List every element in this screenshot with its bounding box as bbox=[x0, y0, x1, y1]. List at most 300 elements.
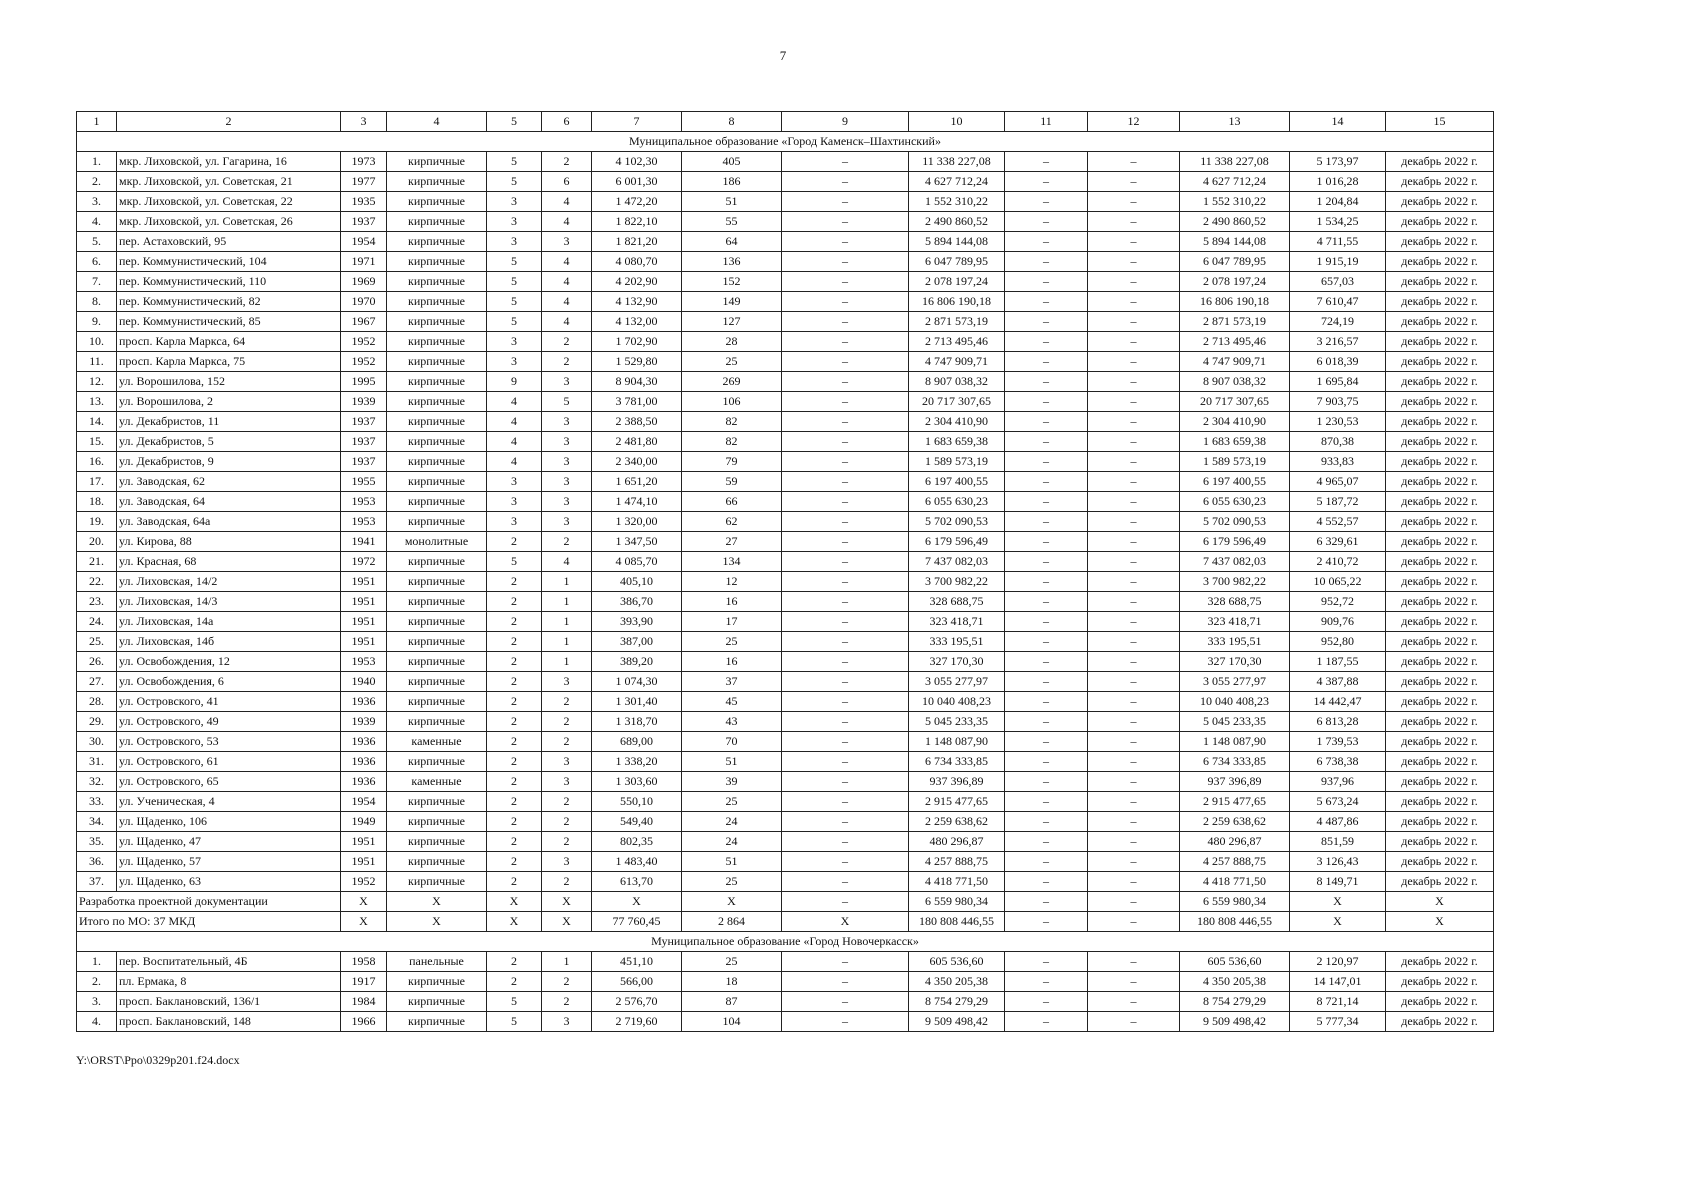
table-cell: – bbox=[1005, 592, 1088, 612]
table-cell: 1 bbox=[542, 592, 592, 612]
table-cell: – bbox=[1005, 912, 1088, 932]
table-cell: 2 bbox=[487, 692, 542, 712]
table-cell: 51 bbox=[682, 192, 782, 212]
table-cell: 937 396,89 bbox=[1180, 772, 1290, 792]
table-row bbox=[77, 832, 1494, 852]
table-cell: декабрь 2022 г. bbox=[1386, 172, 1494, 192]
table-cell: кирпичные bbox=[387, 492, 487, 512]
table-cell: 1 074,30 bbox=[592, 672, 682, 692]
table-cell: 6 197 400,55 bbox=[1180, 472, 1290, 492]
table-cell: 1939 bbox=[341, 712, 387, 732]
table-cell: 5 bbox=[542, 392, 592, 412]
table-cell: – bbox=[1005, 532, 1088, 552]
table-cell: 1 483,40 bbox=[592, 852, 682, 872]
table-cell: 29. bbox=[77, 712, 117, 732]
table-cell: 25 bbox=[682, 952, 782, 972]
table-row bbox=[77, 532, 1494, 552]
table-cell: 25 bbox=[682, 792, 782, 812]
table-cell: 27 bbox=[682, 532, 782, 552]
table-row bbox=[77, 152, 1494, 172]
column-number-cell: 2 bbox=[117, 112, 341, 132]
table-cell: – bbox=[782, 292, 909, 312]
column-number-cell: 8 bbox=[682, 112, 782, 132]
table-cell: 6 738,38 bbox=[1290, 752, 1386, 772]
column-number-cell: 13 bbox=[1180, 112, 1290, 132]
table-cell: 1952 bbox=[341, 352, 387, 372]
table-cell: кирпичные bbox=[387, 452, 487, 472]
table-cell: 2 bbox=[487, 772, 542, 792]
table-cell: 2 bbox=[487, 672, 542, 692]
table-cell: 1951 bbox=[341, 852, 387, 872]
table-cell: – bbox=[1088, 292, 1180, 312]
table-cell: кирпичные bbox=[387, 512, 487, 532]
table-cell: 8 149,71 bbox=[1290, 872, 1386, 892]
table-cell: 4 711,55 bbox=[1290, 232, 1386, 252]
table-cell: 5 673,24 bbox=[1290, 792, 1386, 812]
column-number-cell: 1 bbox=[77, 112, 117, 132]
table-cell: декабрь 2022 г. bbox=[1386, 712, 1494, 732]
column-number-cell: 15 bbox=[1386, 112, 1494, 132]
table-cell: 4 bbox=[542, 192, 592, 212]
column-number-cell: 9 bbox=[782, 112, 909, 132]
table-cell: 11. bbox=[77, 352, 117, 372]
table-cell: 16 806 190,18 bbox=[1180, 292, 1290, 312]
table-cell: 5 045 233,35 bbox=[909, 712, 1005, 732]
address-cell: ул. Лиховская, 14/3 bbox=[117, 592, 341, 612]
table-cell: 2 bbox=[487, 872, 542, 892]
table-cell: 2 490 860,52 bbox=[1180, 212, 1290, 232]
table-cell: 405 bbox=[682, 152, 782, 172]
table-cell: – bbox=[782, 832, 909, 852]
total-row bbox=[77, 912, 1494, 932]
table-row bbox=[77, 212, 1494, 232]
table-cell: 2 bbox=[542, 692, 592, 712]
table-cell: кирпичные bbox=[387, 172, 487, 192]
table-cell: – bbox=[1088, 732, 1180, 752]
table-row bbox=[77, 852, 1494, 872]
table-cell: 3 bbox=[542, 772, 592, 792]
table-cell: – bbox=[1088, 192, 1180, 212]
table-cell: – bbox=[1088, 212, 1180, 232]
table-cell: – bbox=[1005, 452, 1088, 472]
table-cell: 6 047 789,95 bbox=[1180, 252, 1290, 272]
table-row bbox=[77, 372, 1494, 392]
table-cell: 6. bbox=[77, 252, 117, 272]
table-cell: кирпичные bbox=[387, 232, 487, 252]
table-cell: X bbox=[487, 892, 542, 912]
table-cell: X bbox=[592, 892, 682, 912]
table-cell: – bbox=[782, 612, 909, 632]
address-cell: пер. Коммунистический, 85 bbox=[117, 312, 341, 332]
table-cell: 9 509 498,42 bbox=[909, 1012, 1005, 1032]
table-cell: 937 396,89 bbox=[909, 772, 1005, 792]
table-cell: – bbox=[1005, 332, 1088, 352]
table-cell: 6 001,30 bbox=[592, 172, 682, 192]
table-cell: 4 132,90 bbox=[592, 292, 682, 312]
table-cell: 2 719,60 bbox=[592, 1012, 682, 1032]
table-cell: 909,76 bbox=[1290, 612, 1386, 632]
table-row bbox=[77, 252, 1494, 272]
table-cell: 4 bbox=[487, 412, 542, 432]
table-row bbox=[77, 972, 1494, 992]
table-cell: 333 195,51 bbox=[1180, 632, 1290, 652]
table-cell: – bbox=[1005, 1012, 1088, 1032]
table-cell: 18 bbox=[682, 972, 782, 992]
table-cell: 4 bbox=[542, 292, 592, 312]
table-cell: 1953 bbox=[341, 652, 387, 672]
table-cell: кирпичные bbox=[387, 612, 487, 632]
column-number-cell: 10 bbox=[909, 112, 1005, 132]
table-cell: 1 347,50 bbox=[592, 532, 682, 552]
table-cell: 2 490 860,52 bbox=[909, 212, 1005, 232]
table-cell: 4 bbox=[487, 392, 542, 412]
table-cell: – bbox=[1005, 632, 1088, 652]
table-cell: – bbox=[1005, 812, 1088, 832]
table-cell: 5. bbox=[77, 232, 117, 252]
table-cell: 26. bbox=[77, 652, 117, 672]
table-cell: – bbox=[782, 152, 909, 172]
table-cell: – bbox=[1088, 412, 1180, 432]
table-cell: 31. bbox=[77, 752, 117, 772]
table-cell: 4 627 712,24 bbox=[909, 172, 1005, 192]
address-cell: пер. Воспитательный, 4Б bbox=[117, 952, 341, 972]
table-cell: – bbox=[1005, 292, 1088, 312]
table-cell: панельные bbox=[387, 952, 487, 972]
table-cell: – bbox=[782, 672, 909, 692]
table-cell: 2 bbox=[542, 352, 592, 372]
table-cell: 3 055 277,97 bbox=[909, 672, 1005, 692]
table-cell: 933,83 bbox=[1290, 452, 1386, 472]
table-cell: 3 bbox=[542, 492, 592, 512]
table-cell: 5 bbox=[487, 272, 542, 292]
table-cell: 7. bbox=[77, 272, 117, 292]
table-cell: кирпичные bbox=[387, 472, 487, 492]
table-cell: 3 bbox=[542, 852, 592, 872]
table-cell: 2 388,50 bbox=[592, 412, 682, 432]
table-row bbox=[77, 552, 1494, 572]
table-cell: 2 bbox=[542, 332, 592, 352]
table-cell: декабрь 2022 г. bbox=[1386, 812, 1494, 832]
table-cell: кирпичные bbox=[387, 992, 487, 1012]
table-cell: 2 576,70 bbox=[592, 992, 682, 1012]
table-cell: 3 bbox=[542, 412, 592, 432]
table-cell: 6 559 980,34 bbox=[1180, 892, 1290, 912]
table-row bbox=[77, 272, 1494, 292]
table-cell: 3 bbox=[487, 492, 542, 512]
table-cell: 1951 bbox=[341, 592, 387, 612]
table-cell: – bbox=[782, 952, 909, 972]
table-cell: 24 bbox=[682, 832, 782, 852]
table-cell: 2 bbox=[487, 752, 542, 772]
table-cell: 389,20 bbox=[592, 652, 682, 672]
table-cell: декабрь 2022 г. bbox=[1386, 412, 1494, 432]
table-cell: 405,10 bbox=[592, 572, 682, 592]
table-cell: 5 bbox=[487, 312, 542, 332]
table-cell: 1949 bbox=[341, 812, 387, 832]
table-cell: 4 bbox=[487, 452, 542, 472]
table-cell: 1 bbox=[542, 652, 592, 672]
table-cell: – bbox=[1005, 872, 1088, 892]
table-cell: 8 754 279,29 bbox=[909, 992, 1005, 1012]
table-cell: 12 bbox=[682, 572, 782, 592]
table-cell: 2 871 573,19 bbox=[1180, 312, 1290, 332]
table-cell: декабрь 2022 г. bbox=[1386, 272, 1494, 292]
table-cell: 870,38 bbox=[1290, 432, 1386, 452]
table-cell: 5 173,97 bbox=[1290, 152, 1386, 172]
table-cell: – bbox=[1088, 272, 1180, 292]
table-cell: декабрь 2022 г. bbox=[1386, 632, 1494, 652]
table-cell: кирпичные bbox=[387, 712, 487, 732]
table-cell: 127 bbox=[682, 312, 782, 332]
table-cell: 33. bbox=[77, 792, 117, 812]
table-cell: 1 016,28 bbox=[1290, 172, 1386, 192]
table-cell: – bbox=[782, 412, 909, 432]
table-cell: – bbox=[1088, 392, 1180, 412]
table-cell: 180 808 446,55 bbox=[1180, 912, 1290, 932]
table-cell: 2. bbox=[77, 972, 117, 992]
table-cell: 2 259 638,62 bbox=[909, 812, 1005, 832]
table-cell: – bbox=[1005, 492, 1088, 512]
table-row bbox=[77, 812, 1494, 832]
table-cell: – bbox=[1005, 552, 1088, 572]
housing-repair-table bbox=[76, 111, 1494, 1032]
table-cell: 3 bbox=[542, 232, 592, 252]
table-cell: 2 bbox=[542, 152, 592, 172]
table-cell: – bbox=[1005, 432, 1088, 452]
table-cell: 2 bbox=[487, 632, 542, 652]
section-title: Муниципальное образование «Город Каменск–Шахтинский» bbox=[77, 132, 1494, 152]
address-cell: ул. Щаденко, 57 bbox=[117, 852, 341, 872]
table-cell: декабрь 2022 г. bbox=[1386, 212, 1494, 232]
table-cell: – bbox=[1005, 772, 1088, 792]
table-cell: 1 822,10 bbox=[592, 212, 682, 232]
table-cell: 3 bbox=[487, 212, 542, 232]
table-cell: 4 965,07 bbox=[1290, 472, 1386, 492]
table-cell: 3 bbox=[542, 372, 592, 392]
table-cell: кирпичные bbox=[387, 632, 487, 652]
table-cell: 136 bbox=[682, 252, 782, 272]
table-cell: 1937 bbox=[341, 432, 387, 452]
table-cell: 269 bbox=[682, 372, 782, 392]
table-cell: 25 bbox=[682, 632, 782, 652]
table-cell: 1 148 087,90 bbox=[1180, 732, 1290, 752]
table-cell: 25 bbox=[682, 872, 782, 892]
table-cell: 14. bbox=[77, 412, 117, 432]
table-cell: 1 683 659,38 bbox=[909, 432, 1005, 452]
table-cell: 387,00 bbox=[592, 632, 682, 652]
table-cell: 7 903,75 bbox=[1290, 392, 1386, 412]
table-cell: 2 bbox=[487, 652, 542, 672]
column-number-row bbox=[77, 112, 1494, 132]
table-cell: 36. bbox=[77, 852, 117, 872]
table-cell: – bbox=[782, 752, 909, 772]
table-cell: – bbox=[1005, 952, 1088, 972]
table-cell: 952,72 bbox=[1290, 592, 1386, 612]
table-cell: 2 304 410,90 bbox=[1180, 412, 1290, 432]
address-cell: просп. Карла Маркса, 64 bbox=[117, 332, 341, 352]
table-cell: 480 296,87 bbox=[1180, 832, 1290, 852]
table-cell: 4. bbox=[77, 212, 117, 232]
table-cell: 27. bbox=[77, 672, 117, 692]
table-cell: декабрь 2022 г. bbox=[1386, 592, 1494, 612]
table-cell: 6 329,61 bbox=[1290, 532, 1386, 552]
table-cell: – bbox=[1088, 672, 1180, 692]
table-cell: 9 509 498,42 bbox=[1180, 1012, 1290, 1032]
table-cell: 1969 bbox=[341, 272, 387, 292]
table-cell: – bbox=[1005, 212, 1088, 232]
table-cell: декабрь 2022 г. bbox=[1386, 152, 1494, 172]
table-cell: 18. bbox=[77, 492, 117, 512]
table-cell: декабрь 2022 г. bbox=[1386, 392, 1494, 412]
table-cell: 2 410,72 bbox=[1290, 552, 1386, 572]
table-row bbox=[77, 432, 1494, 452]
table-row bbox=[77, 1012, 1494, 1032]
table-cell: 3 bbox=[487, 332, 542, 352]
table-cell: 724,19 bbox=[1290, 312, 1386, 332]
table-cell: 1 338,20 bbox=[592, 752, 682, 772]
table-cell: – bbox=[1005, 372, 1088, 392]
table-cell: – bbox=[782, 792, 909, 812]
table-row bbox=[77, 652, 1494, 672]
table-cell: 1971 bbox=[341, 252, 387, 272]
table-cell: – bbox=[782, 852, 909, 872]
table-cell: – bbox=[1005, 752, 1088, 772]
table-cell: 7 437 082,03 bbox=[1180, 552, 1290, 572]
summary-label: Разработка проектной документации bbox=[77, 892, 341, 912]
table-cell: 21. bbox=[77, 552, 117, 572]
table-cell: 1 318,70 bbox=[592, 712, 682, 732]
table-cell: кирпичные bbox=[387, 752, 487, 772]
table-cell: – bbox=[782, 332, 909, 352]
table-cell: – bbox=[1005, 732, 1088, 752]
table-cell: декабрь 2022 г. bbox=[1386, 232, 1494, 252]
table-cell: 134 bbox=[682, 552, 782, 572]
table-cell: 5 bbox=[487, 252, 542, 272]
address-cell: ул. Щаденко, 63 bbox=[117, 872, 341, 892]
table-cell: 1958 bbox=[341, 952, 387, 972]
table-cell: – bbox=[1088, 592, 1180, 612]
table-cell: 6 047 789,95 bbox=[909, 252, 1005, 272]
table-row bbox=[77, 312, 1494, 332]
table-cell: 5 894 144,08 bbox=[1180, 232, 1290, 252]
table-cell: 549,40 bbox=[592, 812, 682, 832]
table-cell: – bbox=[1088, 152, 1180, 172]
table-cell: 1 320,00 bbox=[592, 512, 682, 532]
table-cell: X bbox=[1386, 912, 1494, 932]
table-cell: – bbox=[1088, 492, 1180, 512]
table-cell: 37 bbox=[682, 672, 782, 692]
table-cell: 16 806 190,18 bbox=[909, 292, 1005, 312]
table-cell: 2 bbox=[487, 832, 542, 852]
table-cell: кирпичные bbox=[387, 292, 487, 312]
table-cell: 4 132,00 bbox=[592, 312, 682, 332]
table-cell: 3 126,43 bbox=[1290, 852, 1386, 872]
table-cell: 3 700 982,22 bbox=[909, 572, 1005, 592]
table-cell: 605 536,60 bbox=[909, 952, 1005, 972]
table-cell: декабрь 2022 г. bbox=[1386, 772, 1494, 792]
table-cell: 2 713 495,46 bbox=[909, 332, 1005, 352]
table-cell: 1. bbox=[77, 952, 117, 972]
table-cell: 6 813,28 bbox=[1290, 712, 1386, 732]
table-cell: 20 717 307,65 bbox=[1180, 392, 1290, 412]
table-cell: кирпичные bbox=[387, 212, 487, 232]
table-cell: 1954 bbox=[341, 792, 387, 812]
table-cell: – bbox=[1088, 232, 1180, 252]
table-cell: 70 bbox=[682, 732, 782, 752]
table-cell: 1972 bbox=[341, 552, 387, 572]
table-cell: 55 bbox=[682, 212, 782, 232]
table-cell: – bbox=[1088, 532, 1180, 552]
table-cell: кирпичные bbox=[387, 592, 487, 612]
table-cell: 28 bbox=[682, 332, 782, 352]
table-cell: 3. bbox=[77, 192, 117, 212]
table-cell: 19. bbox=[77, 512, 117, 532]
table-cell: – bbox=[1088, 772, 1180, 792]
table-cell: 2 259 638,62 bbox=[1180, 812, 1290, 832]
table-cell: кирпичные bbox=[387, 272, 487, 292]
table-cell: 17 bbox=[682, 612, 782, 632]
address-cell: ул. Кирова, 88 bbox=[117, 532, 341, 552]
table-cell: – bbox=[1005, 832, 1088, 852]
table-cell: 6 018,39 bbox=[1290, 352, 1386, 372]
table-cell: 4 bbox=[487, 432, 542, 452]
table-cell: – bbox=[1005, 312, 1088, 332]
design-docs-row bbox=[77, 892, 1494, 912]
table-cell: 6 055 630,23 bbox=[909, 492, 1005, 512]
column-number-cell: 4 bbox=[387, 112, 487, 132]
table-cell: – bbox=[1005, 412, 1088, 432]
table-cell: кирпичные bbox=[387, 672, 487, 692]
table-cell: 5 894 144,08 bbox=[909, 232, 1005, 252]
table-cell: 1 148 087,90 bbox=[909, 732, 1005, 752]
housing-repair-table-container bbox=[76, 111, 1493, 1032]
address-cell: ул. Красная, 68 bbox=[117, 552, 341, 572]
table-cell: 2 915 477,65 bbox=[909, 792, 1005, 812]
address-cell: ул. Островского, 61 bbox=[117, 752, 341, 772]
table-cell: 1966 bbox=[341, 1012, 387, 1032]
address-cell: ул. Декабристов, 11 bbox=[117, 412, 341, 432]
table-cell: 1953 bbox=[341, 512, 387, 532]
table-cell: 1973 bbox=[341, 152, 387, 172]
table-cell: – bbox=[782, 232, 909, 252]
table-cell: декабрь 2022 г. bbox=[1386, 372, 1494, 392]
table-cell: 22. bbox=[77, 572, 117, 592]
table-cell: – bbox=[1088, 332, 1180, 352]
table-cell: – bbox=[1088, 552, 1180, 572]
table-cell: декабрь 2022 г. bbox=[1386, 732, 1494, 752]
table-cell: 1951 bbox=[341, 832, 387, 852]
column-number-cell: 14 bbox=[1290, 112, 1386, 132]
table-cell: кирпичные bbox=[387, 572, 487, 592]
table-cell: – bbox=[1088, 252, 1180, 272]
table-cell: 51 bbox=[682, 852, 782, 872]
table-cell: 4 747 909,71 bbox=[1180, 352, 1290, 372]
table-cell: 4 bbox=[542, 212, 592, 232]
table-cell: – bbox=[1005, 352, 1088, 372]
table-cell: X bbox=[341, 912, 387, 932]
table-cell: декабрь 2022 г. bbox=[1386, 192, 1494, 212]
table-cell: 51 bbox=[682, 752, 782, 772]
table-cell: декабрь 2022 г. bbox=[1386, 252, 1494, 272]
table-cell: 1970 bbox=[341, 292, 387, 312]
table-cell: 20. bbox=[77, 532, 117, 552]
table-cell: – bbox=[1088, 372, 1180, 392]
table-cell: 4 350 205,38 bbox=[909, 972, 1005, 992]
table-cell: – bbox=[782, 652, 909, 672]
table-cell: – bbox=[1088, 952, 1180, 972]
address-cell: просп. Баклановский, 148 bbox=[117, 1012, 341, 1032]
table-cell: – bbox=[782, 212, 909, 232]
